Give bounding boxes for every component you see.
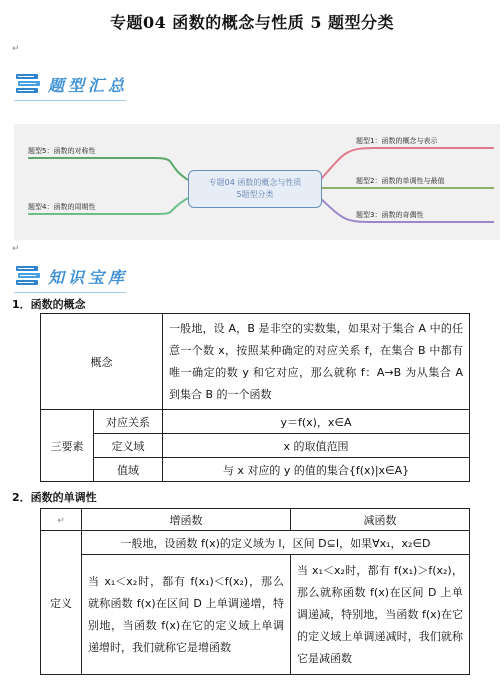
mindmap-center-line1: 专题04 函数的概念与性质 [208,178,302,187]
paragraph-mark: ↵ [12,244,20,254]
increasing-definition: 当 x₁＜x₂时，都有 f(x₁)＜f(x₂)，那么就称函数 f(x)在区间 D 上单调递增，特别地，当函数 f(x)在它的定义域上单调递增时，我们就称它是增函数 [82,555,291,675]
mindmap-node-right-1: 题型1：函数的概念与表示 [356,137,438,145]
monotonicity-common-condition: 一般地，设函数 f(x)的定义域为 I，区间 D⊆I，如果∀x₁，x₂∈D [82,531,470,555]
concept-definition-cell: 一般地，设 A，B 是非空的实数集，如果对于集合 A 中的任意一个数 x，按照某种确定的对应关系 f，在集合 B 中都有唯一确定的数 y 和它对应，那么就称 f：A→B 为从集合 A 到集合 B 的一个函数 [163,314,470,410]
banner-underline [14,100,126,101]
books-icon [14,262,42,290]
function-concept-table [40,313,470,482]
increasing-header: 增函数 [82,509,291,531]
books-icon [14,70,42,98]
section-banner-knowledge [14,260,128,292]
monotonicity-table [40,508,470,675]
element-value-range: 与 x 对应的 y 的值的集合{f(x)|x∈A} [163,458,470,482]
element-label-mapping: 对应关系 [94,410,163,434]
section-heading-monotonicity: 2．函数的单调性 [12,491,97,504]
concept-label-cell: 概念 [41,314,163,410]
definition-label: 定义 [41,531,82,675]
element-label-range: 值域 [94,458,163,482]
document-title: 专题04 函数的概念与性质 5 题型分类 [109,13,395,32]
empty-header-cell: ↵ [41,509,82,531]
mindmap-center-node [188,170,322,208]
element-value-mapping: y＝f(x)，x∈A [163,410,470,434]
banner-knowledge-text: 知识宝库 [48,267,129,287]
mindmap-center-line2: 5题型分类 [236,190,274,199]
banner-underline [14,292,126,293]
element-label-domain: 定义域 [94,434,163,458]
mindmap-node-left-2: 题型4：函数的周期性 [28,203,96,211]
element-value-domain: x 的取值范围 [163,434,470,458]
mindmap-node-right-2: 题型2：函数的单调性与最值 [356,177,445,185]
section-heading-function-concept: 1．函数的概念 [12,298,86,311]
three-elements-label: 三要素 [41,410,94,482]
mindmap-node-right-3: 题型3：函数的奇偶性 [356,211,424,219]
paragraph-mark: ↵ [12,44,20,54]
decreasing-definition: 当 x₁＜x₂时，都有 f(x₁)＞f(x₂)，那么就称函数 f(x)在区间 D 上单调递减，特别地，当函数 f(x)在它的定义域上单调递减时，我们就称它是减函数 [291,555,470,675]
mindmap-diagram [14,124,500,240]
section-banner-summary [14,68,128,100]
banner-summary-text: 题型汇总 [48,75,129,95]
mindmap-node-left-1: 题型5：函数的对称性 [28,147,96,155]
decreasing-header: 减函数 [291,509,470,531]
